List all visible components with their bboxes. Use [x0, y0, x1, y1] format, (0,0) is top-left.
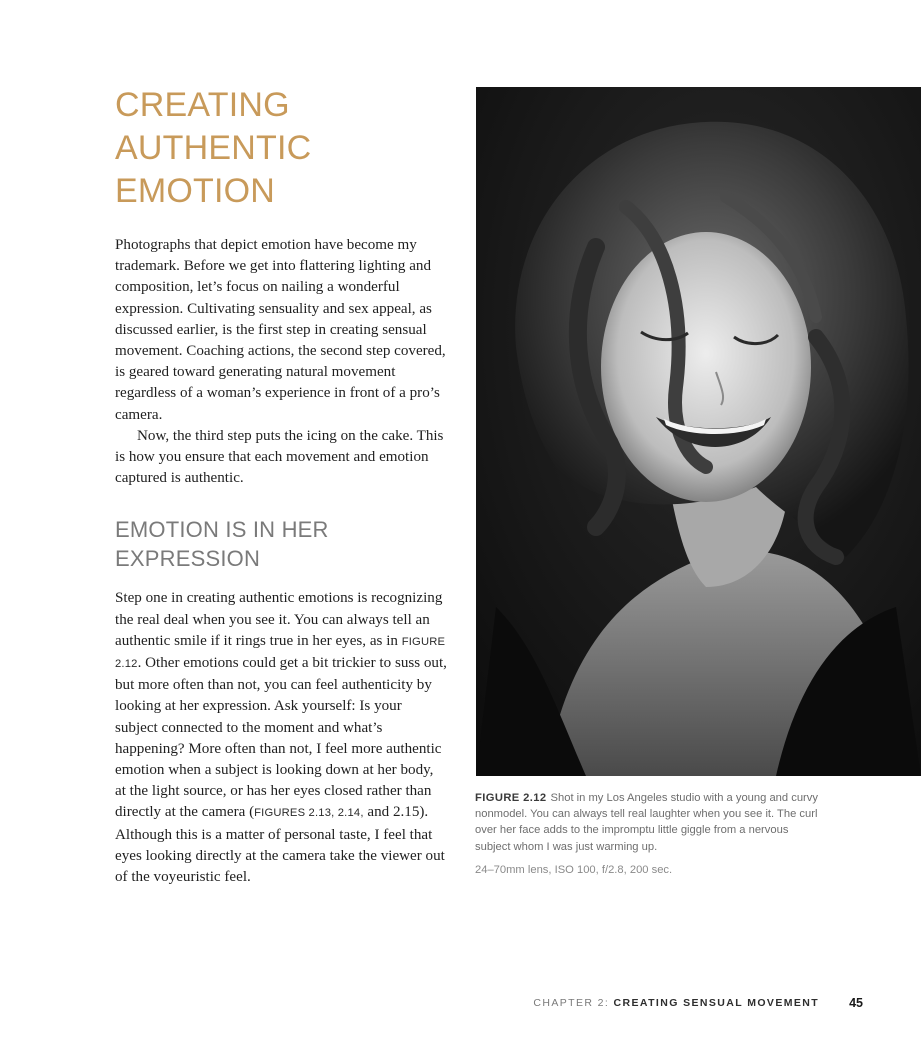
chapter-title-line: EMOTION	[115, 172, 276, 210]
text-column	[115, 84, 447, 888]
camera-specs: 24–70mm lens, ISO 100, f/2.8, 200 sec.	[475, 863, 673, 876]
footer-chapter-label: CHAPTER 2:	[533, 997, 610, 1009]
intro-text	[115, 235, 447, 489]
section-title	[115, 515, 447, 573]
figure-label: FIGURE 2.12	[475, 792, 547, 804]
chapter-title-line: CREATING	[115, 86, 290, 124]
page-footer	[533, 996, 863, 1010]
chapter-title	[115, 84, 447, 213]
page-number: 45	[849, 996, 863, 1010]
section-text-part: . Other emotions could get a bit trickier to suss out, but more often than not, you can feel authenticity by looking at her expression. Ask yourself: Is your subject connected to the moment and what’s happening? More often than not, I feel more authentic emotion when a subject is looking down at her body, at the light source, or has her eyes closed rather than directly at the camera (	[115, 655, 447, 821]
section-text-part: and 2.15). Although this is a matter of personal taste, I feel that eyes looking directly at the camera take the viewer out of the voyeuristic feel.	[115, 804, 445, 886]
section-title-line: EXPRESSION	[115, 546, 261, 572]
figure-reference: FIGURES 2.13, 2.14,	[254, 807, 364, 820]
section-paragraph	[115, 588, 447, 888]
caption-body: Shot in my Los Angeles studio with a young and curvy nonmodel. You can always tell real laughter when you see it. The curl over her face adds to the impromptu little giggle from a nervous subject whom I was just warming up.	[475, 792, 818, 853]
figure-reference: FIGURE 2.12	[115, 635, 446, 671]
portrait-photo	[476, 87, 921, 776]
section-text	[115, 588, 447, 888]
portrait-illustration	[476, 87, 921, 776]
figure-caption	[475, 790, 820, 878]
section-text-part: Step one in creating authentic emotions is recognizing the real deal when you see it. You can always tell an authentic smile if it rings true in her eyes, as in	[115, 590, 443, 649]
intro-paragraph: Photographs that depict emotion have become my trademark. Before we get into flattering lighting and composition, let’s focus on nailing a wonderful expression. Cultivating sensuality and sex appeal, as discussed earlier, is the first step in creating sensual movement. Coaching actions, the second step covered, is geared toward generating natural movement regardless of a woman’s experience in front of a pro’s camera.	[115, 237, 446, 423]
footer-chapter-title: CREATING SENSUAL MOVEMENT	[613, 997, 820, 1009]
intro-paragraph: Now, the third step puts the icing on the cake. This is how you ensure that each movement and emotion captured is authentic.	[115, 427, 444, 487]
section-title-line: EMOTION IS IN HER	[115, 517, 329, 543]
chapter-title-line: AUTHENTIC	[115, 129, 312, 167]
caption-text	[475, 790, 820, 855]
